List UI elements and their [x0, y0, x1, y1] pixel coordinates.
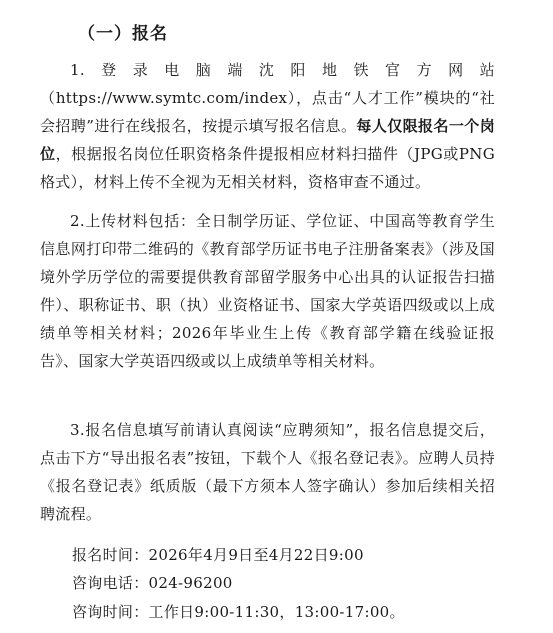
consultation-phone-label: 咨询电话：	[72, 574, 149, 592]
paragraph-registration-steps	[40, 56, 495, 196]
registration-time-value: 2026年4月9日至4月22日9:00	[148, 546, 364, 564]
registration-time-line	[72, 541, 364, 569]
consultation-hours-value: 工作日9:00-11:30，13:00-17:00。	[148, 603, 405, 621]
consultation-hours-line	[72, 598, 405, 626]
section-heading: （一）报名	[78, 24, 168, 44]
consultation-hours-label: 咨询时间：	[72, 603, 149, 621]
consultation-phone-value: 024-96200	[148, 574, 233, 592]
paragraph-1-text-b: ，根据报名岗位任职资格条件提报相应材料扫描件（JPG或PNG格式），材料上传不全视为无相关材料，资格审查不通过。	[40, 145, 495, 191]
consultation-phone-line	[72, 569, 233, 597]
one-position-limit-notice: 每人仅限报名一个岗位	[40, 117, 495, 163]
paragraph-upload-materials: 2.上传材料包括：全日制学历证、学位证、中国高等教育学生信息网打印带二维码的《教育部学历证书电子注册备案表》（涉及国境外学历学位的需要提供教育部留学服务中心出具的认证报告扫描件）、职称证书、职（执）业资格证书、国家大学英语四级或以上成绩单等相关材料；2026年毕业生上传《教育部学籍在线验证报告》、国家大学英语四级或以上成绩单等相关材料。	[40, 212, 495, 370]
paragraph-registration-notes: 3.报名信息填写前请认真阅读“应聘须知”，报名信息提交后，点击下方“导出报名表”按钮，下载个人《报名登记表》。应聘人员持《报名登记表》纸质版（最下方须本人签字确认）参加后续相关招聘流程。	[40, 421, 495, 523]
paragraph-1-text-a: 1.登录电脑端沈阳地铁官方网站（https://www.symtc.com/index），点击“人才工作”模块的“社会招聘”进行在线报名，按提示填写报名信息。	[40, 61, 495, 135]
registration-time-label: 报名时间：	[72, 546, 149, 564]
